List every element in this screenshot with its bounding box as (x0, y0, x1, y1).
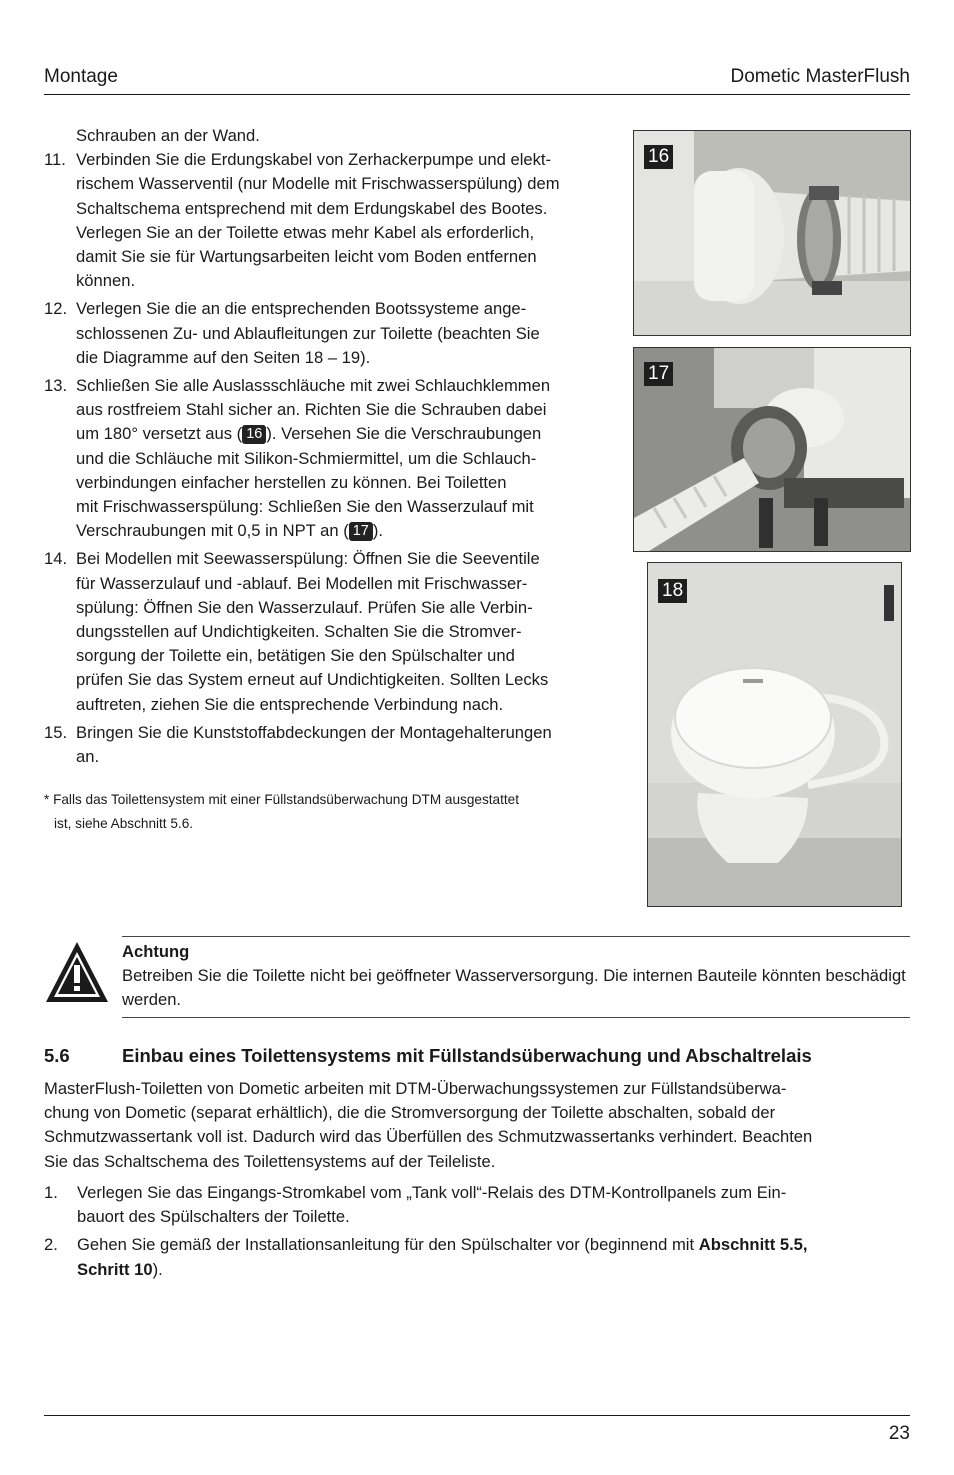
section-step-2 (44, 1233, 910, 1281)
footnote (44, 788, 624, 836)
photo-18-installed-toilet (647, 562, 902, 907)
step-11 (44, 148, 620, 293)
step-line: Schaltschema entsprechend mit dem Erdungskabel des Bootes. (76, 198, 548, 218)
page-number: 23 (888, 1423, 910, 1444)
step-number: 14. (44, 549, 68, 569)
figure-ref-16: 16 (242, 425, 266, 444)
section-number: 5.6 (44, 1045, 70, 1066)
photo-17-illustration (634, 348, 910, 551)
photo-17-threaded-fitting (633, 347, 911, 552)
step-line: prüfen Sie das System erneut auf Undichtigkeiten. Sollten Lecks (76, 670, 549, 690)
section-step-1 (44, 1181, 910, 1229)
step-line: bauort des Spülschalters der Toilette. (77, 1207, 350, 1227)
step-line: spülung: Öffnen Sie den Wasserzulauf. Prüfen Sie alle Verbin- (76, 597, 533, 617)
photo-18-illustration (648, 563, 901, 906)
section-steps (44, 1181, 910, 1286)
footnote-line: ist, siehe Abschnitt 5.6. (54, 816, 194, 831)
section-title: Einbau eines Toilettensystems mit Füllstandsüberwachung und Abschaltrelais (122, 1045, 812, 1066)
step-line: mit Frischwasserspülung: Schließen Sie den Wasserzulauf mit (76, 497, 534, 517)
step-line (76, 422, 620, 446)
step-line: aus rostfreiem Stahl sicher an. Richten Sie die Schrauben dabei (76, 400, 547, 420)
step-line: an. (76, 747, 100, 767)
section-reference: Abschnitt 5.5, (698, 1235, 808, 1255)
step-line (77, 1258, 910, 1282)
section-paragraph (44, 1077, 910, 1174)
step-text: ). (372, 521, 384, 541)
photo-16-illustration (634, 131, 910, 335)
header-section-title: Montage (44, 66, 118, 87)
photo-16-hose-clamp (633, 130, 911, 336)
paragraph-line: MasterFlush-Toiletten von Dometic arbeiten mit DTM-Überwachungssystemen zur Füllstandsüberwa- (44, 1079, 787, 1098)
step-text: Verschraubungen mit 0,5 in NPT an ( (76, 521, 349, 541)
step-14 (44, 547, 620, 716)
step-line: Verlegen Sie das Eingangs-Stromkabel vom „Tank voll“-Relais des DTM-Kontrollpanels zum Ein- (77, 1183, 787, 1202)
step-text: ). (152, 1259, 163, 1279)
step-line: sorgung der Toilette ein, betätigen Sie den Spülschalter und (76, 646, 515, 666)
step-15 (44, 721, 620, 769)
step-line: die Diagramme auf den Seiten 18 – 19). (76, 347, 371, 367)
header-rule (44, 94, 910, 95)
step-line: können. (76, 271, 136, 291)
step-line: verbindungen einfacher herstellen zu können. Bei Toiletten (76, 472, 507, 492)
step-number: 15. (44, 722, 68, 742)
installation-steps (44, 124, 620, 773)
photo-18-label: 18 (658, 579, 687, 603)
paragraph-line: Sie das Schaltschema des Toilettensystems auf der Teileliste. (44, 1151, 496, 1171)
header-product-name: Dometic MasterFlush (730, 66, 910, 87)
warning-rule-bottom (122, 1017, 910, 1018)
photo-17-label: 17 (644, 362, 673, 386)
warning-triangle-icon (44, 940, 110, 1011)
step-line: auftreten, ziehen Sie die entsprechende Verbindung nach. (76, 694, 504, 714)
step-line: schlossenen Zu- und Ablaufleitungen zur Toilette (beachten Sie (76, 323, 540, 343)
step-line: Bringen Sie die Kunststoffabdeckungen der Montagehalterungen (76, 722, 552, 742)
step-13 (44, 374, 620, 543)
step-text: um 180° versetzt aus ( (76, 424, 243, 444)
step-line: damit Sie sie für Wartungsarbeiten leicht vom Boden entfernen (76, 247, 537, 267)
footnote-line: * Falls das Toilettensystem mit einer Füllstandsüberwachung DTM ausgestattet (44, 792, 519, 807)
step-line: Verlegen Sie an der Toilette etwas mehr Kabel als erforderlich, (76, 222, 535, 242)
step-text: ). Versehen Sie die Verschraubungen (266, 424, 542, 444)
paragraph-line: chung von Dometic (separat erhältlich), die die Stromversorgung der Toilette abschalten, sobald der (44, 1103, 776, 1123)
step-line: Bei Modellen mit Seewasserspülung: Öffnen Sie die Seeventile (76, 549, 540, 569)
step-line: Verbinden Sie die Erdungskabel von Zerhackerpumpe und elekt- (76, 150, 552, 170)
step-text: Gehen Sie gemäß der Installationsanleitung für den Spülschalter vor (beginnend mit (77, 1235, 699, 1255)
paragraph-line: Schmutzwassertank voll ist. Dadurch wird das Überfüllen des Schmutzwassertanks verhindert. Beachten (44, 1127, 813, 1147)
step-number: 12. (44, 299, 68, 319)
step-line: Verlegen Sie die an die entsprechenden Bootssysteme ange- (76, 299, 527, 319)
step-number: 11. (44, 150, 66, 170)
step-line: dungsstellen auf Undichtigkeiten. Schalten Sie die Stromver- (76, 622, 522, 642)
photo-16-label: 16 (644, 145, 673, 169)
footer-rule (44, 1415, 910, 1416)
figure-ref-17: 17 (349, 522, 373, 541)
step-reference: Schritt 10 (77, 1259, 153, 1279)
step-line: und die Schläuche mit Silikon-Schmiermittel, um die Schlauch- (76, 448, 537, 468)
step-line: Schließen Sie alle Auslassschläuche mit zwei Schlauchklemmen (76, 376, 551, 396)
step-line (76, 519, 620, 543)
step-number: 1. (44, 1183, 58, 1202)
warning-text: Betreiben Sie die Toilette nicht bei geöffneter Wasserversorgung. Die internen Bauteile könnten beschädigt werden. (122, 966, 906, 1009)
step-line: rischem Wasserventil (nur Modelle mit Frischwasserspülung) dem (76, 174, 560, 194)
warning-title: Achtung (122, 942, 190, 961)
step-line: für Wasserzulauf und -ablauf. Bei Modellen mit Frischwasser- (76, 573, 528, 593)
step-number: 2. (44, 1235, 58, 1255)
step-continuation: Schrauben an der Wand. (76, 126, 260, 145)
warning-rule-top (122, 936, 910, 937)
step-number: 13. (44, 376, 68, 396)
step-line (77, 1233, 910, 1257)
step-12 (44, 297, 620, 370)
